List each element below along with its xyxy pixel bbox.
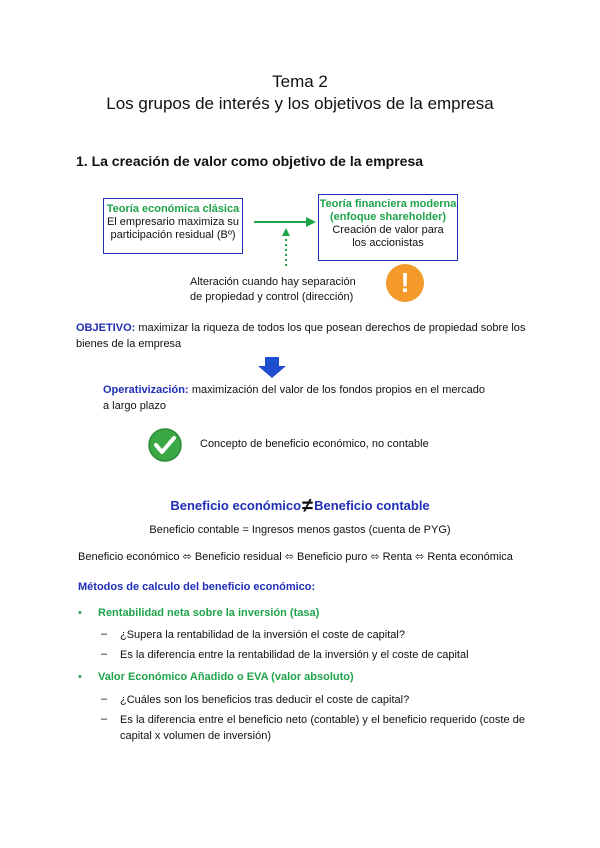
- operativization-text: maximización del valor de los fondos propios en el mercado a largo plazo: [103, 384, 485, 412]
- checkmark-icon: [147, 427, 183, 463]
- box-classical-line2: participación residual (Bº): [110, 229, 236, 241]
- blue-down-arrow: [258, 357, 286, 378]
- not-equal-symbol: ≠: [302, 495, 314, 517]
- method-1-dash-1: –: [101, 628, 108, 640]
- box-modern-line1: Creación de valor para: [332, 224, 444, 236]
- concept-text: Concepto de beneficio económico, no contable: [200, 438, 429, 450]
- operativization-paragraph: [103, 382, 485, 414]
- box-classical-heading: Teoría económica clásica: [106, 203, 240, 215]
- method-2-dash-1: –: [101, 693, 108, 705]
- equivalence-chain: Beneficio económico ⬄ Beneficio residual ⬄ Beneficio puro ⬄ Renta ⬄ Renta económica: [78, 551, 513, 563]
- box-modern-line2: los accionistas: [352, 237, 424, 249]
- method-2-point-1: ¿Cuáles son los beneficios tras deducir el coste de capital?: [120, 694, 410, 706]
- section-heading: 1. La creación de valor como objetivo de la empresa: [76, 153, 424, 169]
- separation-note-line2: de propiedad y control (dirección): [190, 291, 354, 303]
- green-right-arrow: [254, 217, 316, 227]
- warning-icon: [386, 264, 424, 302]
- method-1-dash-2: –: [101, 648, 108, 660]
- document-title: Tema 2: [272, 72, 328, 91]
- separation-note: [190, 275, 356, 305]
- objective-label: OBJETIVO:: [76, 322, 136, 334]
- objective-text: maximizar la riqueza de todos los que posean derechos de propiedad sobre los bienes de la empresa: [76, 322, 526, 350]
- method-2-bullet: •: [78, 671, 82, 683]
- beneficio-heading: [0, 495, 600, 518]
- beneficio-economico: Beneficio económico: [170, 498, 302, 513]
- methods-heading: Métodos de calculo del beneficio económico:: [78, 581, 316, 593]
- box-modern-subheading: (enfoque shareholder): [329, 211, 447, 223]
- method-2-dash-2: –: [101, 713, 108, 725]
- method-1-bullet: •: [78, 607, 82, 619]
- warning-symbol: !: [400, 267, 410, 298]
- method-2-title: Valor Económico Añadido o EVA (valor absoluto): [98, 671, 354, 683]
- method-1-point-2: Es la diferencia entre la rentabilidad de la inversión y el coste de capital: [120, 649, 469, 661]
- separation-note-line1: Alteración cuando hay separación: [190, 276, 356, 288]
- method-1-point-1: ¿Supera la rentabilidad de la inversión el coste de capital?: [120, 629, 405, 641]
- dotted-up-arrow: [282, 228, 290, 266]
- beneficio-contable-definition: Beneficio contable = Ingresos menos gastos (cuenta de PYG): [149, 524, 451, 536]
- box-classical-line1: El empresario maximiza su: [106, 216, 240, 228]
- beneficio-contable: Beneficio contable: [314, 498, 430, 513]
- method-2-point-2: Es la diferencia entre el beneficio neto (contable) y el beneficio requerido (coste de capital x volumen de inversión): [120, 714, 525, 742]
- box-modern-heading: Teoría financiera moderna: [319, 198, 457, 210]
- operativization-label: Operativización:: [103, 384, 189, 396]
- document-subtitle: Los grupos de interés y los objetivos de la empresa: [106, 94, 494, 113]
- method-1-title: Rentabilidad neta sobre la inversión (tasa): [98, 607, 320, 619]
- objective-paragraph: [76, 320, 526, 352]
